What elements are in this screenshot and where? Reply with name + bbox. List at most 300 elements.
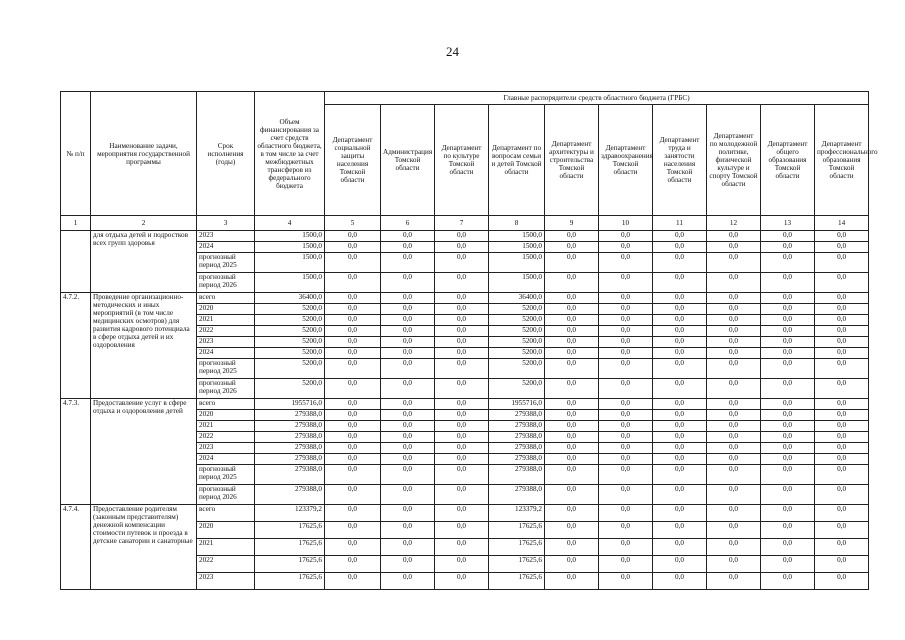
page-number: 24: [446, 44, 459, 59]
value-cell-col-13: 0,0: [761, 465, 815, 485]
value-cell-col-14: 0,0: [815, 443, 869, 454]
value-cell-col-13: 0,0: [761, 253, 815, 273]
header-volume: Объем финансирования за счет средств областного бюджета, в том числе за счет межбюджетных трансферов из федерального бюджета: [255, 92, 325, 216]
value-cell-col-11: 0,0: [653, 410, 707, 421]
value-cell-col-13: 0,0: [761, 556, 815, 573]
value-cell-col-6: 0,0: [381, 443, 435, 454]
value-cell-col-7: 0,0: [435, 465, 489, 485]
term-cell: 2021: [197, 539, 255, 556]
value-cell-col-5: 0,0: [325, 539, 381, 556]
total-cell: 279388,0: [255, 454, 325, 465]
value-cell-col-5: 0,0: [325, 379, 381, 399]
value-cell-col-14: 0,0: [815, 465, 869, 485]
value-cell-col-7: 0,0: [435, 359, 489, 379]
value-cell-col-12: 0,0: [707, 539, 761, 556]
total-cell: 279388,0: [255, 421, 325, 432]
value-cell-col-6: 0,0: [381, 410, 435, 421]
value-cell-col-9: 0,0: [545, 421, 599, 432]
value-cell-col-9: 0,0: [545, 315, 599, 326]
value-cell-col-12: 0,0: [707, 242, 761, 253]
value-cell-col-14: 0,0: [815, 454, 869, 465]
value-cell-col-7: 0,0: [435, 348, 489, 359]
value-cell-col-6: 0,0: [381, 315, 435, 326]
value-cell-col-14: 0,0: [815, 432, 869, 443]
value-cell-col-13: 0,0: [761, 410, 815, 421]
term-cell: 2020: [197, 410, 255, 421]
value-cell-col-6: 0,0: [381, 326, 435, 337]
value-cell-col-13: 0,0: [761, 505, 815, 522]
value-cell-col-8: 1500,0: [489, 231, 545, 242]
value-cell-col-5: 0,0: [325, 432, 381, 443]
value-cell-col-7: 0,0: [435, 454, 489, 465]
value-cell-col-11: 0,0: [653, 454, 707, 465]
term-cell: 2024: [197, 348, 255, 359]
value-cell-col-7: 0,0: [435, 326, 489, 337]
value-cell-col-13: 0,0: [761, 421, 815, 432]
value-cell-col-5: 0,0: [325, 273, 381, 293]
value-cell-col-10: 0,0: [599, 432, 653, 443]
value-cell-col-14: 0,0: [815, 293, 869, 304]
value-cell-col-12: 0,0: [707, 379, 761, 399]
value-cell-col-8: 5200,0: [489, 304, 545, 315]
value-cell-col-11: 0,0: [653, 539, 707, 556]
total-cell: 5200,0: [255, 359, 325, 379]
value-cell-col-8: 1500,0: [489, 242, 545, 253]
value-cell-col-14: 0,0: [815, 379, 869, 399]
value-cell-col-7: 0,0: [435, 573, 489, 590]
value-cell-col-9: 0,0: [545, 432, 599, 443]
total-cell: 5200,0: [255, 326, 325, 337]
value-cell-col-13: 0,0: [761, 522, 815, 539]
value-cell-col-13: 0,0: [761, 399, 815, 410]
value-cell-col-5: 0,0: [325, 505, 381, 522]
value-cell-col-6: 0,0: [381, 465, 435, 485]
term-cell: 2022: [197, 556, 255, 573]
value-cell-col-9: 0,0: [545, 556, 599, 573]
value-cell-col-10: 0,0: [599, 454, 653, 465]
row-number: 4.7.4.: [61, 505, 91, 590]
value-cell-col-5: 0,0: [325, 326, 381, 337]
value-cell-col-14: 0,0: [815, 505, 869, 522]
value-cell-col-13: 0,0: [761, 315, 815, 326]
value-cell-col-10: 0,0: [599, 573, 653, 590]
term-cell: прогнозный период 2026: [197, 379, 255, 399]
value-cell-col-11: 0,0: [653, 253, 707, 273]
value-cell-col-13: 0,0: [761, 348, 815, 359]
value-cell-col-11: 0,0: [653, 315, 707, 326]
column-number-10: 10: [599, 216, 653, 231]
value-cell-col-12: 0,0: [707, 505, 761, 522]
value-cell-col-8: 279388,0: [489, 485, 545, 505]
value-cell-col-12: 0,0: [707, 315, 761, 326]
term-cell: 2020: [197, 522, 255, 539]
value-cell-col-5: 0,0: [325, 337, 381, 348]
value-cell-col-7: 0,0: [435, 421, 489, 432]
value-cell-col-10: 0,0: [599, 379, 653, 399]
column-number-2: 2: [91, 216, 197, 231]
value-cell-col-11: 0,0: [653, 556, 707, 573]
value-cell-col-12: 0,0: [707, 359, 761, 379]
value-cell-col-6: 0,0: [381, 293, 435, 304]
value-cell-col-10: 0,0: [599, 505, 653, 522]
value-cell-col-13: 0,0: [761, 359, 815, 379]
value-cell-col-7: 0,0: [435, 443, 489, 454]
row-number: 4.7.3.: [61, 399, 91, 505]
value-cell-col-9: 0,0: [545, 242, 599, 253]
value-cell-col-7: 0,0: [435, 539, 489, 556]
value-cell-col-6: 0,0: [381, 432, 435, 443]
value-cell-col-7: 0,0: [435, 485, 489, 505]
value-cell-col-6: 0,0: [381, 348, 435, 359]
total-cell: 17625,6: [255, 522, 325, 539]
value-cell-col-12: 0,0: [707, 522, 761, 539]
value-cell-col-9: 0,0: [545, 326, 599, 337]
value-cell-col-7: 0,0: [435, 556, 489, 573]
value-cell-col-10: 0,0: [599, 304, 653, 315]
value-cell-col-7: 0,0: [435, 242, 489, 253]
value-cell-col-8: 17625,6: [489, 573, 545, 590]
value-cell-col-6: 0,0: [381, 485, 435, 505]
value-cell-col-5: 0,0: [325, 421, 381, 432]
value-cell-col-14: 0,0: [815, 231, 869, 242]
term-cell: 2023: [197, 573, 255, 590]
value-cell-col-11: 0,0: [653, 522, 707, 539]
term-cell: 2023: [197, 337, 255, 348]
value-cell-col-10: 0,0: [599, 443, 653, 454]
value-cell-col-12: 0,0: [707, 293, 761, 304]
value-cell-col-5: 0,0: [325, 242, 381, 253]
value-cell-col-10: 0,0: [599, 539, 653, 556]
value-cell-col-8: 5200,0: [489, 337, 545, 348]
term-cell: прогнозный период 2025: [197, 253, 255, 273]
value-cell-col-6: 0,0: [381, 505, 435, 522]
value-cell-col-9: 0,0: [545, 522, 599, 539]
total-cell: 1500,0: [255, 242, 325, 253]
value-cell-col-5: 0,0: [325, 443, 381, 454]
total-cell: 279388,0: [255, 465, 325, 485]
value-cell-col-5: 0,0: [325, 573, 381, 590]
total-cell: 123379,2: [255, 505, 325, 522]
value-cell-col-13: 0,0: [761, 231, 815, 242]
value-cell-col-10: 0,0: [599, 293, 653, 304]
value-cell-col-10: 0,0: [599, 421, 653, 432]
value-cell-col-7: 0,0: [435, 253, 489, 273]
value-cell-col-10: 0,0: [599, 348, 653, 359]
total-cell: 5200,0: [255, 348, 325, 359]
value-cell-col-5: 0,0: [325, 454, 381, 465]
value-cell-col-9: 0,0: [545, 293, 599, 304]
term-cell: 2022: [197, 326, 255, 337]
value-cell-col-5: 0,0: [325, 465, 381, 485]
value-cell-col-14: 0,0: [815, 273, 869, 293]
value-cell-col-10: 0,0: [599, 410, 653, 421]
value-cell-col-8: 5200,0: [489, 326, 545, 337]
column-number-6: 6: [381, 216, 435, 231]
value-cell-col-8: 17625,6: [489, 522, 545, 539]
value-cell-col-13: 0,0: [761, 293, 815, 304]
value-cell-col-10: 0,0: [599, 337, 653, 348]
value-cell-col-8: 17625,6: [489, 556, 545, 573]
value-cell-col-14: 0,0: [815, 315, 869, 326]
value-cell-col-9: 0,0: [545, 573, 599, 590]
total-cell: 5200,0: [255, 315, 325, 326]
term-cell: 2024: [197, 454, 255, 465]
term-cell: прогнозный период 2026: [197, 485, 255, 505]
value-cell-col-10: 0,0: [599, 326, 653, 337]
value-cell-col-7: 0,0: [435, 231, 489, 242]
value-cell-col-11: 0,0: [653, 432, 707, 443]
value-cell-col-7: 0,0: [435, 379, 489, 399]
value-cell-col-9: 0,0: [545, 465, 599, 485]
value-cell-col-11: 0,0: [653, 231, 707, 242]
value-cell-col-11: 0,0: [653, 465, 707, 485]
total-cell: 5200,0: [255, 337, 325, 348]
measure-name: для отдыха детей и подростков всех групп здоровья: [91, 231, 197, 293]
value-cell-col-6: 0,0: [381, 273, 435, 293]
value-cell-col-13: 0,0: [761, 379, 815, 399]
value-cell-col-7: 0,0: [435, 315, 489, 326]
value-cell-col-9: 0,0: [545, 454, 599, 465]
column-number-13: 13: [761, 216, 815, 231]
total-cell: 279388,0: [255, 485, 325, 505]
value-cell-col-6: 0,0: [381, 379, 435, 399]
column-number-11: 11: [653, 216, 707, 231]
value-cell-col-11: 0,0: [653, 359, 707, 379]
total-cell: 1500,0: [255, 231, 325, 242]
header-term: Срок исполнения (годы): [197, 92, 255, 216]
value-cell-col-6: 0,0: [381, 304, 435, 315]
value-cell-col-14: 0,0: [815, 253, 869, 273]
value-cell-col-11: 0,0: [653, 326, 707, 337]
value-cell-col-13: 0,0: [761, 432, 815, 443]
value-cell-col-10: 0,0: [599, 242, 653, 253]
measure-name: Проведение организационно-методических и иных мероприятий (в том числе медицинских осмотров) для развития кадрового потенциала в сфере отдыха детей и их оздоровления: [91, 293, 197, 399]
value-cell-col-13: 0,0: [761, 443, 815, 454]
value-cell-col-6: 0,0: [381, 337, 435, 348]
header-grbs-10: Департамент здравоохранения Томской области: [599, 105, 653, 216]
value-cell-col-6: 0,0: [381, 539, 435, 556]
header-grbs-8: Департамент по вопросам семьи и детей Томской области: [489, 105, 545, 216]
value-cell-col-13: 0,0: [761, 454, 815, 465]
term-cell: всего: [197, 505, 255, 522]
value-cell-col-9: 0,0: [545, 304, 599, 315]
header-row-group: [61, 92, 869, 105]
value-cell-col-10: 0,0: [599, 359, 653, 379]
value-cell-col-12: 0,0: [707, 348, 761, 359]
value-cell-col-12: 0,0: [707, 326, 761, 337]
value-cell-col-12: 0,0: [707, 231, 761, 242]
value-cell-col-6: 0,0: [381, 359, 435, 379]
total-cell: 1500,0: [255, 273, 325, 293]
value-cell-col-12: 0,0: [707, 485, 761, 505]
value-cell-col-6: 0,0: [381, 454, 435, 465]
term-cell: прогнозный период 2026: [197, 273, 255, 293]
value-cell-col-9: 0,0: [545, 273, 599, 293]
value-cell-col-13: 0,0: [761, 273, 815, 293]
value-cell-col-14: 0,0: [815, 337, 869, 348]
value-cell-col-7: 0,0: [435, 522, 489, 539]
value-cell-col-12: 0,0: [707, 556, 761, 573]
value-cell-col-8: 279388,0: [489, 443, 545, 454]
value-cell-col-11: 0,0: [653, 304, 707, 315]
value-cell-col-9: 0,0: [545, 399, 599, 410]
value-cell-col-11: 0,0: [653, 293, 707, 304]
value-cell-col-11: 0,0: [653, 505, 707, 522]
value-cell-col-13: 0,0: [761, 242, 815, 253]
value-cell-col-12: 0,0: [707, 465, 761, 485]
value-cell-col-7: 0,0: [435, 293, 489, 304]
value-cell-col-6: 0,0: [381, 522, 435, 539]
value-cell-col-14: 0,0: [815, 421, 869, 432]
value-cell-col-12: 0,0: [707, 399, 761, 410]
value-cell-col-8: 17625,6: [489, 539, 545, 556]
header-grbs-9: Департамент архитектуры и строительства Томской области: [545, 105, 599, 216]
value-cell-col-9: 0,0: [545, 410, 599, 421]
row-number: 4.7.2.: [61, 293, 91, 399]
value-cell-col-6: 0,0: [381, 231, 435, 242]
value-cell-col-10: 0,0: [599, 315, 653, 326]
value-cell-col-7: 0,0: [435, 410, 489, 421]
measure-name: Предоставление услуг в сфере отдыха и оздоровления детей: [91, 399, 197, 505]
total-cell: 1955716,0: [255, 399, 325, 410]
column-number-4: 4: [255, 216, 325, 231]
value-cell-col-8: 279388,0: [489, 432, 545, 443]
value-cell-col-5: 0,0: [325, 399, 381, 410]
header-no: № п/п: [61, 92, 91, 216]
column-number-8: 8: [489, 216, 545, 231]
value-cell-col-13: 0,0: [761, 485, 815, 505]
value-cell-col-11: 0,0: [653, 337, 707, 348]
header-row-numbers: [61, 216, 869, 231]
table-row: [61, 293, 869, 304]
value-cell-col-10: 0,0: [599, 485, 653, 505]
value-cell-col-14: 0,0: [815, 573, 869, 590]
value-cell-col-14: 0,0: [815, 556, 869, 573]
value-cell-col-5: 0,0: [325, 522, 381, 539]
value-cell-col-7: 0,0: [435, 505, 489, 522]
header-name: Наименование задачи, мероприятия государственной программы: [91, 92, 197, 216]
term-cell: 2022: [197, 432, 255, 443]
value-cell-col-8: 5200,0: [489, 315, 545, 326]
value-cell-col-12: 0,0: [707, 573, 761, 590]
value-cell-col-14: 0,0: [815, 304, 869, 315]
value-cell-col-6: 0,0: [381, 421, 435, 432]
value-cell-col-8: 279388,0: [489, 421, 545, 432]
total-cell: 5200,0: [255, 379, 325, 399]
total-cell: 17625,6: [255, 573, 325, 590]
table-row: [61, 505, 869, 522]
header-grbs-14: Департамент профессионального образования Томской области: [815, 105, 869, 216]
value-cell-col-6: 0,0: [381, 556, 435, 573]
value-cell-col-11: 0,0: [653, 348, 707, 359]
header-grbs-13: Департамент общего образования Томской области: [761, 105, 815, 216]
value-cell-col-9: 0,0: [545, 505, 599, 522]
financing-table: [60, 91, 878, 590]
header-grbs-11: Департамент труда и занятости населения Томской области: [653, 105, 707, 216]
value-cell-col-14: 0,0: [815, 326, 869, 337]
total-cell: 1500,0: [255, 253, 325, 273]
total-cell: 17625,6: [255, 556, 325, 573]
value-cell-col-11: 0,0: [653, 399, 707, 410]
header-grbs-12: Департамент по молодежной политике, физической культуре и спорту Томской области: [707, 105, 761, 216]
total-cell: 279388,0: [255, 432, 325, 443]
row-number: [61, 231, 91, 293]
value-cell-col-13: 0,0: [761, 304, 815, 315]
value-cell-col-14: 0,0: [815, 359, 869, 379]
header-grbs-5: Департамент социальной защиты населения Томской области: [325, 105, 381, 216]
value-cell-col-7: 0,0: [435, 337, 489, 348]
total-cell: 279388,0: [255, 443, 325, 454]
value-cell-col-11: 0,0: [653, 379, 707, 399]
term-cell: 2021: [197, 421, 255, 432]
value-cell-col-10: 0,0: [599, 465, 653, 485]
value-cell-col-9: 0,0: [545, 253, 599, 273]
value-cell-col-14: 0,0: [815, 522, 869, 539]
value-cell-col-13: 0,0: [761, 337, 815, 348]
value-cell-col-8: 123379,2: [489, 505, 545, 522]
value-cell-col-14: 0,0: [815, 485, 869, 505]
value-cell-col-5: 0,0: [325, 293, 381, 304]
value-cell-col-10: 0,0: [599, 522, 653, 539]
value-cell-col-5: 0,0: [325, 556, 381, 573]
value-cell-col-11: 0,0: [653, 273, 707, 293]
value-cell-col-11: 0,0: [653, 485, 707, 505]
term-cell: прогнозный период 2025: [197, 359, 255, 379]
column-number-9: 9: [545, 216, 599, 231]
value-cell-col-9: 0,0: [545, 348, 599, 359]
term-cell: 2024: [197, 242, 255, 253]
value-cell-col-10: 0,0: [599, 273, 653, 293]
value-cell-col-14: 0,0: [815, 410, 869, 421]
value-cell-col-12: 0,0: [707, 421, 761, 432]
value-cell-col-12: 0,0: [707, 304, 761, 315]
value-cell-col-14: 0,0: [815, 242, 869, 253]
value-cell-col-5: 0,0: [325, 348, 381, 359]
value-cell-col-8: 1955716,0: [489, 399, 545, 410]
value-cell-col-14: 0,0: [815, 539, 869, 556]
header-grbs-6: Администрация Томской области: [381, 105, 435, 216]
term-cell: прогнозный период 2025: [197, 465, 255, 485]
value-cell-col-8: 5200,0: [489, 379, 545, 399]
column-number-5: 5: [325, 216, 381, 231]
value-cell-col-8: 279388,0: [489, 465, 545, 485]
value-cell-col-8: 5200,0: [489, 359, 545, 379]
column-number-1: 1: [61, 216, 91, 231]
value-cell-col-8: 5200,0: [489, 348, 545, 359]
value-cell-col-13: 0,0: [761, 573, 815, 590]
value-cell-col-10: 0,0: [599, 399, 653, 410]
value-cell-col-11: 0,0: [653, 242, 707, 253]
value-cell-col-12: 0,0: [707, 337, 761, 348]
value-cell-col-7: 0,0: [435, 304, 489, 315]
term-cell: 2023: [197, 231, 255, 242]
value-cell-col-11: 0,0: [653, 443, 707, 454]
value-cell-col-7: 0,0: [435, 273, 489, 293]
value-cell-col-6: 0,0: [381, 242, 435, 253]
value-cell-col-9: 0,0: [545, 485, 599, 505]
value-cell-col-6: 0,0: [381, 573, 435, 590]
value-cell-col-10: 0,0: [599, 231, 653, 242]
value-cell-col-10: 0,0: [599, 253, 653, 273]
value-cell-col-8: 36400,0: [489, 293, 545, 304]
total-cell: 17625,6: [255, 539, 325, 556]
table-row: [61, 399, 869, 410]
value-cell-col-9: 0,0: [545, 443, 599, 454]
value-cell-col-14: 0,0: [815, 348, 869, 359]
value-cell-col-6: 0,0: [381, 399, 435, 410]
value-cell-col-12: 0,0: [707, 273, 761, 293]
value-cell-col-8: 1500,0: [489, 273, 545, 293]
